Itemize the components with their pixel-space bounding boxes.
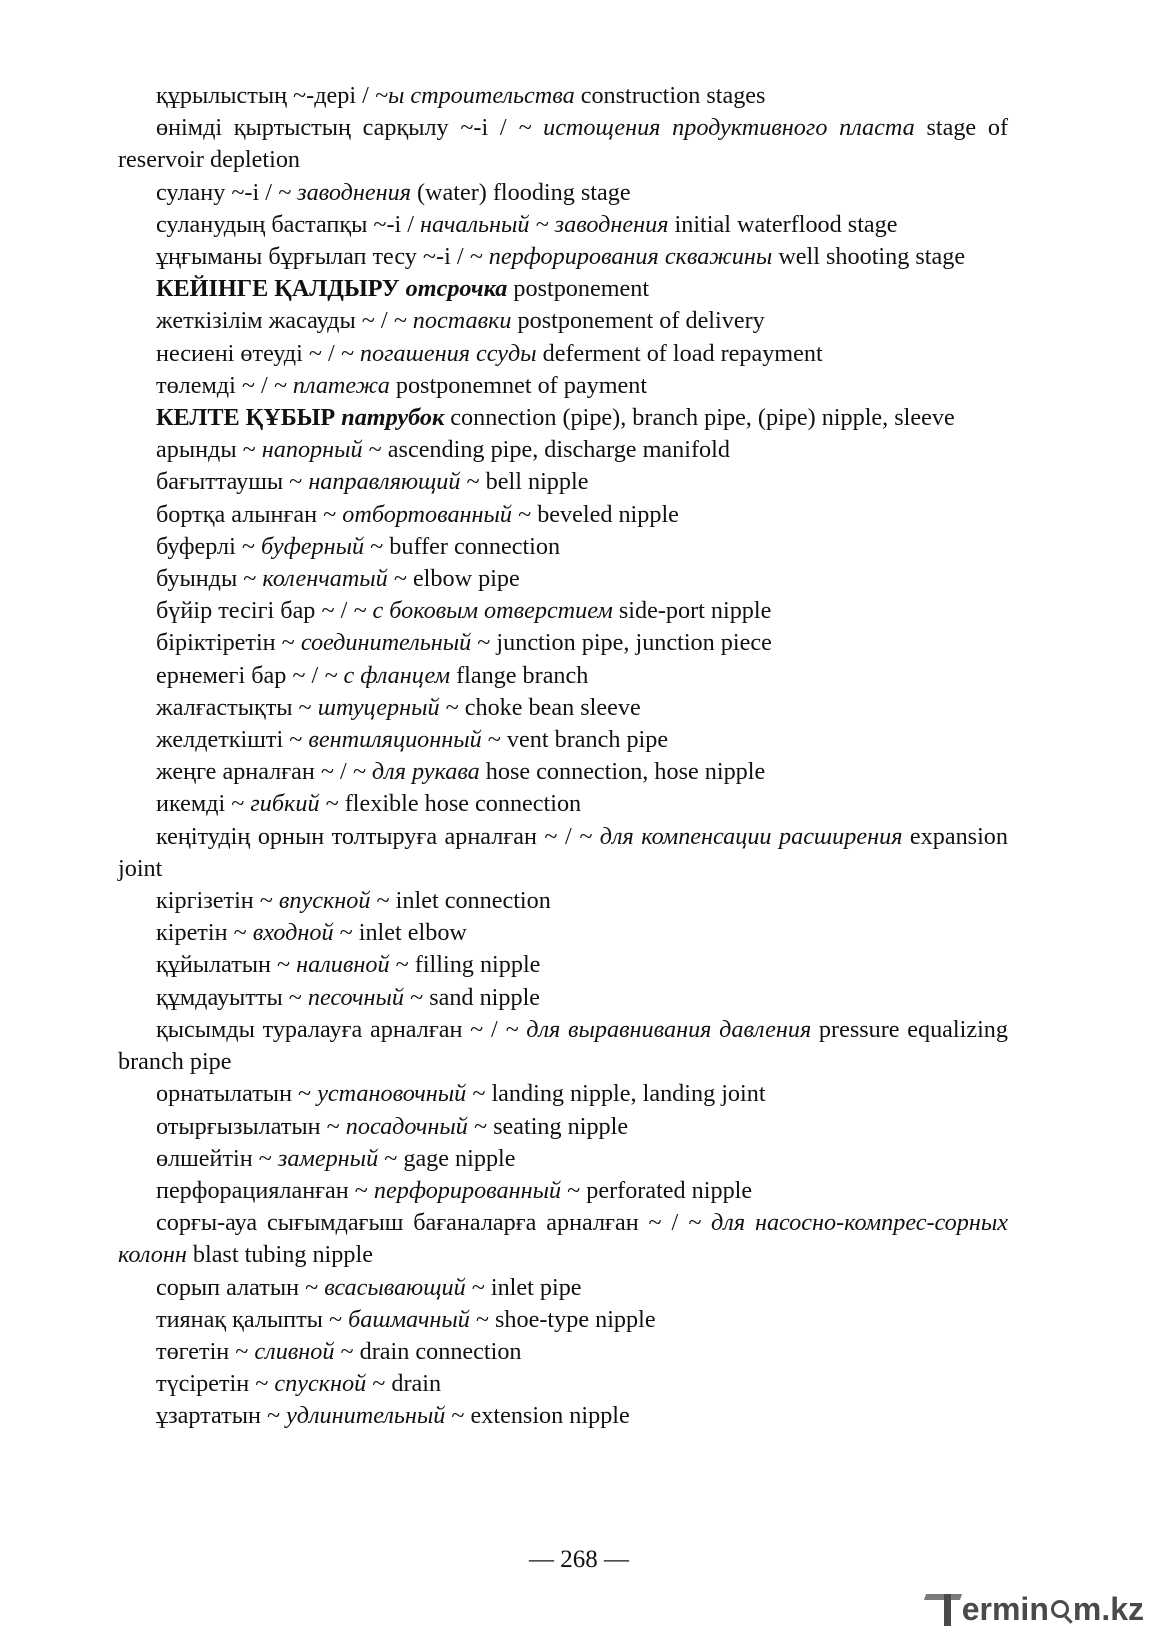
kazakh-term: біріктіретін ~ xyxy=(156,629,301,657)
english-term: ~ drain connection xyxy=(334,1337,522,1365)
kazakh-term: тиянақ қалыпты ~ xyxy=(156,1305,349,1333)
english-term: ~ seating nipple xyxy=(467,1112,629,1140)
dictionary-entry xyxy=(118,1272,1008,1304)
russian-term: ~ы строительства xyxy=(374,82,575,109)
kazakh-term: буферлі ~ xyxy=(156,532,262,560)
dictionary-entry xyxy=(118,434,1008,466)
russian-term: удлинительный xyxy=(286,1402,446,1430)
russian-term: всасывающий xyxy=(324,1273,466,1301)
russian-term: замерный xyxy=(277,1144,379,1172)
kazakh-term: икемді ~ xyxy=(156,790,251,818)
dictionary-entry xyxy=(118,338,1008,370)
russian-term: входной xyxy=(252,919,334,947)
kazakh-term: қысымды туралауға арналған ~ / xyxy=(156,1015,506,1043)
kazakh-term: ұңғыманы бұрғылап тесу ~-і / xyxy=(156,243,470,271)
russian-term: соединительный xyxy=(300,629,472,657)
dictionary-entry xyxy=(118,756,1008,788)
english-term: ~ perforated nipple xyxy=(561,1176,753,1204)
dictionary-entry xyxy=(118,1304,1008,1336)
russian-term: ~ платежа xyxy=(273,371,390,399)
dictionary-entry xyxy=(118,209,1008,241)
english-term: ~ extension nipple xyxy=(445,1402,630,1430)
kazakh-term: орнатылатын ~ xyxy=(156,1080,318,1108)
dictionary-entry xyxy=(118,1014,1008,1078)
english-term: ~ filling nipple xyxy=(389,951,541,979)
russian-term: сливной xyxy=(254,1337,335,1365)
dictionary-entry xyxy=(118,595,1008,627)
english-term: ~ vent branch pipe xyxy=(481,726,669,754)
dictionary-entry xyxy=(118,241,1008,273)
kazakh-term: КЕЙІНГЕ ҚАЛДЫРУ xyxy=(156,275,406,303)
russian-term: ~ погашения ссуды xyxy=(340,339,537,367)
english-term: blast tubing nipple xyxy=(186,1241,373,1269)
russian-term: ~ для выравнивания давления xyxy=(505,1015,812,1043)
english-term: expansion joint xyxy=(118,822,1008,882)
dictionary-entry xyxy=(118,1368,1008,1400)
kazakh-term: құйылатын ~ xyxy=(156,951,297,979)
dictionary-entry xyxy=(118,627,1008,659)
russian-term: ~ поставки xyxy=(393,307,512,335)
headword-entry xyxy=(118,402,1008,434)
english-term: ~ inlet elbow xyxy=(333,919,467,947)
russian-term: ~ с фланцем xyxy=(324,661,451,689)
kazakh-term: кеңітудің орнын толтыруға арналған ~ / xyxy=(156,822,580,850)
russian-term: ~ для насосно-компрес-сорных колонн xyxy=(118,1209,1008,1269)
english-term: ~ inlet connection xyxy=(370,887,551,915)
english-term: pressure equalizing branch pipe xyxy=(118,1015,1008,1076)
russian-term: ~ для компенсации расширения xyxy=(579,822,903,850)
english-term: ~ drain xyxy=(366,1370,442,1398)
russian-term: напорный xyxy=(261,436,363,464)
dictionary-entry xyxy=(118,660,1008,692)
kazakh-term: желдеткішті ~ xyxy=(156,726,309,754)
english-term: ~ inlet pipe xyxy=(465,1273,582,1301)
russian-term: ~ заводнения xyxy=(278,178,411,206)
english-term: flange branch xyxy=(450,661,589,689)
english-term: hose connection, hose nipple xyxy=(479,758,766,786)
dictionary-entry xyxy=(118,531,1008,563)
dictionary-entry xyxy=(118,1175,1008,1207)
dictionary-entry xyxy=(118,885,1008,917)
kazakh-term: құмдауытты ~ xyxy=(156,983,308,1011)
kazakh-term: бортқа алынған ~ xyxy=(156,500,343,528)
english-term: ~ buffer connection xyxy=(364,532,561,560)
kazakh-term: кіретін ~ xyxy=(156,919,253,947)
dictionary-entry xyxy=(118,1400,1008,1432)
dictionary-entry xyxy=(118,692,1008,724)
dictionary-entry xyxy=(118,563,1008,595)
russian-term: отбортованный xyxy=(342,500,513,528)
russian-term: установочный xyxy=(317,1080,467,1108)
kazakh-term: сорып алатын ~ xyxy=(156,1273,325,1301)
kazakh-term: бүйір тесігі бар ~ / xyxy=(156,597,354,625)
kazakh-term: түсіретін ~ xyxy=(156,1370,275,1398)
english-term: stage of reservoir depletion xyxy=(118,114,1008,174)
dictionary-entry xyxy=(118,177,1008,209)
kazakh-term: жеткізілім жасауды ~ / xyxy=(156,307,394,335)
dictionary-entry xyxy=(118,80,1008,112)
russian-term: песочный xyxy=(307,983,405,1011)
kazakh-term: ернемегі бар ~ / xyxy=(156,661,325,689)
english-term: initial waterflood stage xyxy=(668,210,898,238)
headword-entry xyxy=(118,273,1008,305)
magnifier-icon xyxy=(1051,1600,1069,1618)
russian-term: башмачный xyxy=(348,1305,470,1333)
dictionary-entry xyxy=(118,1143,1008,1175)
dictionary-entry xyxy=(118,1111,1008,1143)
russian-term: буферный xyxy=(261,532,365,560)
english-term: construction stages xyxy=(574,82,766,109)
kazakh-term: бағыттаушы ~ xyxy=(156,468,309,496)
english-term: ~ bell nipple xyxy=(460,468,589,496)
dictionary-entry xyxy=(118,1078,1008,1110)
kazakh-term: арынды ~ xyxy=(156,436,262,464)
termincom-logo xyxy=(935,1587,1144,1631)
logo-text-part1: ermin xyxy=(961,1590,1049,1627)
english-term: ~ landing nipple, landing joint xyxy=(466,1080,766,1108)
kazakh-term: перфорацияланған ~ xyxy=(156,1176,374,1204)
english-term: (water) flooding stage xyxy=(410,178,631,206)
kazakh-term: суланудың бастапқы ~-і / xyxy=(156,210,421,238)
russian-term: отсрочка xyxy=(405,275,508,303)
kazakh-term: жеңге арналған ~ / xyxy=(156,758,353,786)
russian-term: ~ истощения продуктивного пласта xyxy=(518,114,915,142)
russian-term: ~ перфорирования скважины xyxy=(469,243,773,271)
english-term: well shooting stage xyxy=(772,243,966,271)
kazakh-term: құрылыстың ~-дері / xyxy=(156,82,375,109)
russian-term: перфорированный xyxy=(373,1176,562,1204)
russian-term: наливной xyxy=(296,951,390,979)
english-term: ~ sand nipple xyxy=(404,983,541,1011)
english-term: connection (pipe), branch pipe, (pipe) nipple, sleeve xyxy=(444,404,955,432)
kazakh-term: сулану ~-і / xyxy=(156,178,279,206)
logo-t-icon xyxy=(935,1592,961,1626)
kazakh-term: кіргізетін ~ xyxy=(156,887,279,915)
kazakh-term: өлшейтін ~ xyxy=(156,1144,278,1172)
english-term: ~ gage nipple xyxy=(378,1144,516,1172)
english-term: ~ shoe-type nipple xyxy=(469,1305,656,1333)
kazakh-term: жалғастықты ~ xyxy=(156,693,318,721)
dictionary-entry xyxy=(118,112,1008,176)
english-term: deferment of load repayment xyxy=(536,339,823,367)
kazakh-term: КЕЛТЕ ҚҰБЫР xyxy=(156,404,342,432)
dictionary-entry xyxy=(118,1207,1008,1271)
kazakh-term: отырғызылатын ~ xyxy=(156,1112,346,1140)
english-term: side-port nipple xyxy=(612,597,772,625)
russian-term: вентиляционный xyxy=(308,726,482,754)
kazakh-term: төгетін ~ xyxy=(156,1337,255,1365)
dictionary-entry xyxy=(118,499,1008,531)
english-term: ~ beveled nipple xyxy=(512,500,679,528)
english-term: postponemnet of payment xyxy=(389,371,648,399)
dictionary-entry xyxy=(118,370,1008,402)
english-term: ~ choke bean sleeve xyxy=(439,693,641,721)
kazakh-term: өнімді қыртыстың сарқылу ~-і / xyxy=(156,114,519,142)
dictionary-entry xyxy=(118,1336,1008,1368)
kazakh-term: төлемді ~ / xyxy=(156,371,274,399)
dictionary-page-content xyxy=(118,80,1008,1433)
russian-term: гибкий xyxy=(250,790,320,818)
english-term: ~ flexible hose connection xyxy=(319,790,582,818)
russian-term: ~ с боковым отверстием xyxy=(353,597,613,625)
english-term: postponement of delivery xyxy=(511,307,765,335)
russian-term: посадочный xyxy=(345,1112,468,1140)
russian-term: коленчатый xyxy=(262,565,388,593)
dictionary-entry xyxy=(118,982,1008,1014)
english-term: postponement xyxy=(507,275,650,303)
russian-term: штуцерный xyxy=(317,693,440,721)
dictionary-entry xyxy=(118,724,1008,756)
page-number: — 268 — xyxy=(529,1546,629,1573)
russian-term: патрубок xyxy=(341,404,445,432)
russian-term: впускной xyxy=(278,887,371,915)
english-term: ~ ascending pipe, discharge manifold xyxy=(362,436,730,464)
kazakh-term: сорғы-ауа сығымдағыш бағаналарға арналған ~ / xyxy=(156,1209,689,1237)
dictionary-entry xyxy=(118,917,1008,949)
dictionary-entry xyxy=(118,305,1008,337)
dictionary-entry xyxy=(118,466,1008,498)
logo-text-part2: m.kz xyxy=(1072,1590,1144,1627)
kazakh-term: ұзартатын ~ xyxy=(156,1402,287,1430)
russian-term: начальный ~ заводнения xyxy=(420,210,669,238)
dictionary-entry xyxy=(118,788,1008,820)
russian-term: спускной xyxy=(274,1370,367,1398)
english-term: ~ junction pipe, junction piece xyxy=(471,629,772,657)
kazakh-term: буынды ~ xyxy=(156,565,263,593)
english-term: ~ elbow pipe xyxy=(387,565,520,593)
russian-term: направляющий xyxy=(308,468,461,496)
dictionary-entry xyxy=(118,949,1008,981)
kazakh-term: несиені өтеуді ~ / xyxy=(156,339,341,367)
dictionary-entry xyxy=(118,821,1008,885)
russian-term: ~ для рукава xyxy=(352,758,480,786)
